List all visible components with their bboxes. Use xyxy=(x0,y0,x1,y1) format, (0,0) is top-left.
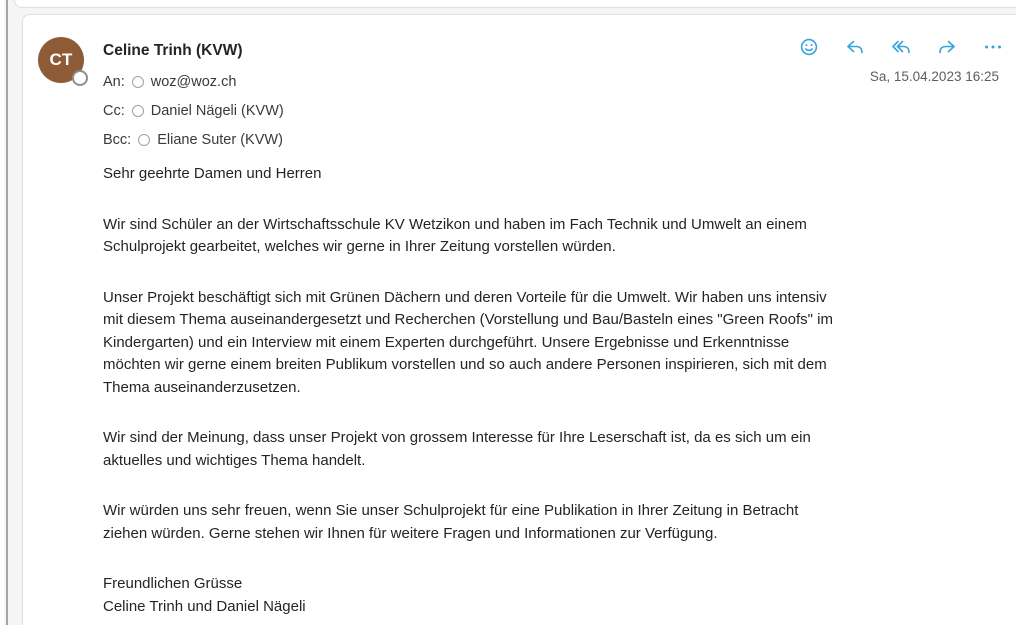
body-line: möchten wir gerne einem breiten Publikum vorstellen und so auch andere Personen inspirieren, sich mit dem xyxy=(103,356,827,373)
presence-circle-icon xyxy=(138,134,150,146)
body-line: Freundlichen Grüsse xyxy=(103,575,243,592)
body-line: Wir würden uns sehr freuen, wenn Sie unser Schulprojekt für eine Publikation in Ihrer Zeitung in Betracht xyxy=(103,502,799,519)
sender-name[interactable]: Celine Trinh (KVW) xyxy=(103,42,243,59)
presence-circle-icon xyxy=(132,76,144,88)
body-line: Wir sind Schüler an der Wirtschaftsschule KV Wetzikon und haben im Fach Technik und Umwelt an einem xyxy=(103,215,807,233)
recipient-rows xyxy=(103,67,284,154)
forward-button[interactable] xyxy=(937,37,957,57)
body-line: ziehen würden. Gerne stehen wir Ihnen für weitere Fragen und Informationen zur Verfügung. xyxy=(103,524,718,542)
bcc-label: Bcc: xyxy=(103,131,132,148)
ellipsis-icon xyxy=(983,37,1003,57)
to-row xyxy=(103,67,284,96)
to-label: An: xyxy=(103,73,125,90)
body-line: Unser Projekt beschäftigt sich mit Grünen Dächern und deren Vorteile für die Umwelt. Wir haben uns intensiv xyxy=(103,288,827,306)
more-actions-button[interactable] xyxy=(983,37,1003,57)
body-line: aktuelles und wichtiges Thema handelt. xyxy=(103,451,366,469)
body-line: mit diesem Thema auseinandergesetzt und Recherchen (Vorstellung und Bau/Basteln eines "Green Roofs" im xyxy=(103,311,833,328)
body-line: Sehr geehrte Damen und Herren xyxy=(103,165,322,182)
body-line: Schulprojekt gearbeitet, welches wir gerne in Ihrer Zeitung vorstellen würden. xyxy=(103,238,616,255)
body-paragraph xyxy=(103,163,1003,186)
presence-badge-icon xyxy=(72,70,88,86)
body-line: Thema auseinanderzusetzen. xyxy=(103,378,301,396)
body-paragraph xyxy=(103,287,1003,400)
message-card xyxy=(22,14,1016,625)
body-paragraph xyxy=(103,214,1003,259)
reactions-button[interactable] xyxy=(799,37,819,57)
forward-icon xyxy=(937,37,957,57)
reply-all-button[interactable] xyxy=(891,37,911,57)
reply-icon xyxy=(845,37,865,57)
reply-button[interactable] xyxy=(845,37,865,57)
body-line: Celine Trinh und Daniel Nägeli xyxy=(103,597,306,615)
message-body xyxy=(103,163,1003,625)
body-paragraph xyxy=(103,573,1003,618)
bcc-recipient[interactable]: Eliane Suter (KVW) xyxy=(157,131,283,148)
avatar-initials: CT xyxy=(38,37,84,83)
avatar[interactable] xyxy=(38,37,84,83)
cc-label: Cc: xyxy=(103,102,125,119)
cc-row xyxy=(103,96,284,125)
message-timestamp: Sa, 15.04.2023 16:25 xyxy=(869,69,999,84)
reading-pane xyxy=(4,0,1016,625)
pane-divider xyxy=(6,0,8,625)
body-paragraph xyxy=(103,500,1003,545)
smiley-icon xyxy=(799,37,819,57)
cc-recipient[interactable]: Daniel Nägeli (KVW) xyxy=(150,102,284,119)
previous-message-card-edge[interactable] xyxy=(14,0,1016,8)
message-toolbar xyxy=(799,37,1003,57)
presence-circle-icon xyxy=(132,105,144,117)
body-paragraph xyxy=(103,427,1003,472)
body-line: Wir sind der Meinung, dass unser Projekt von grossem Interesse für Ihre Leserschaft ist, da es sich um ein xyxy=(103,429,811,446)
bcc-row xyxy=(103,125,284,154)
to-recipient[interactable]: woz@woz.ch xyxy=(150,73,237,90)
reply-all-icon xyxy=(891,37,911,57)
body-line: Kindergarten) und ein Interview mit einem Experten durchgeführt. Unsere Ergebnisse und Erkenntnisse xyxy=(103,333,790,351)
